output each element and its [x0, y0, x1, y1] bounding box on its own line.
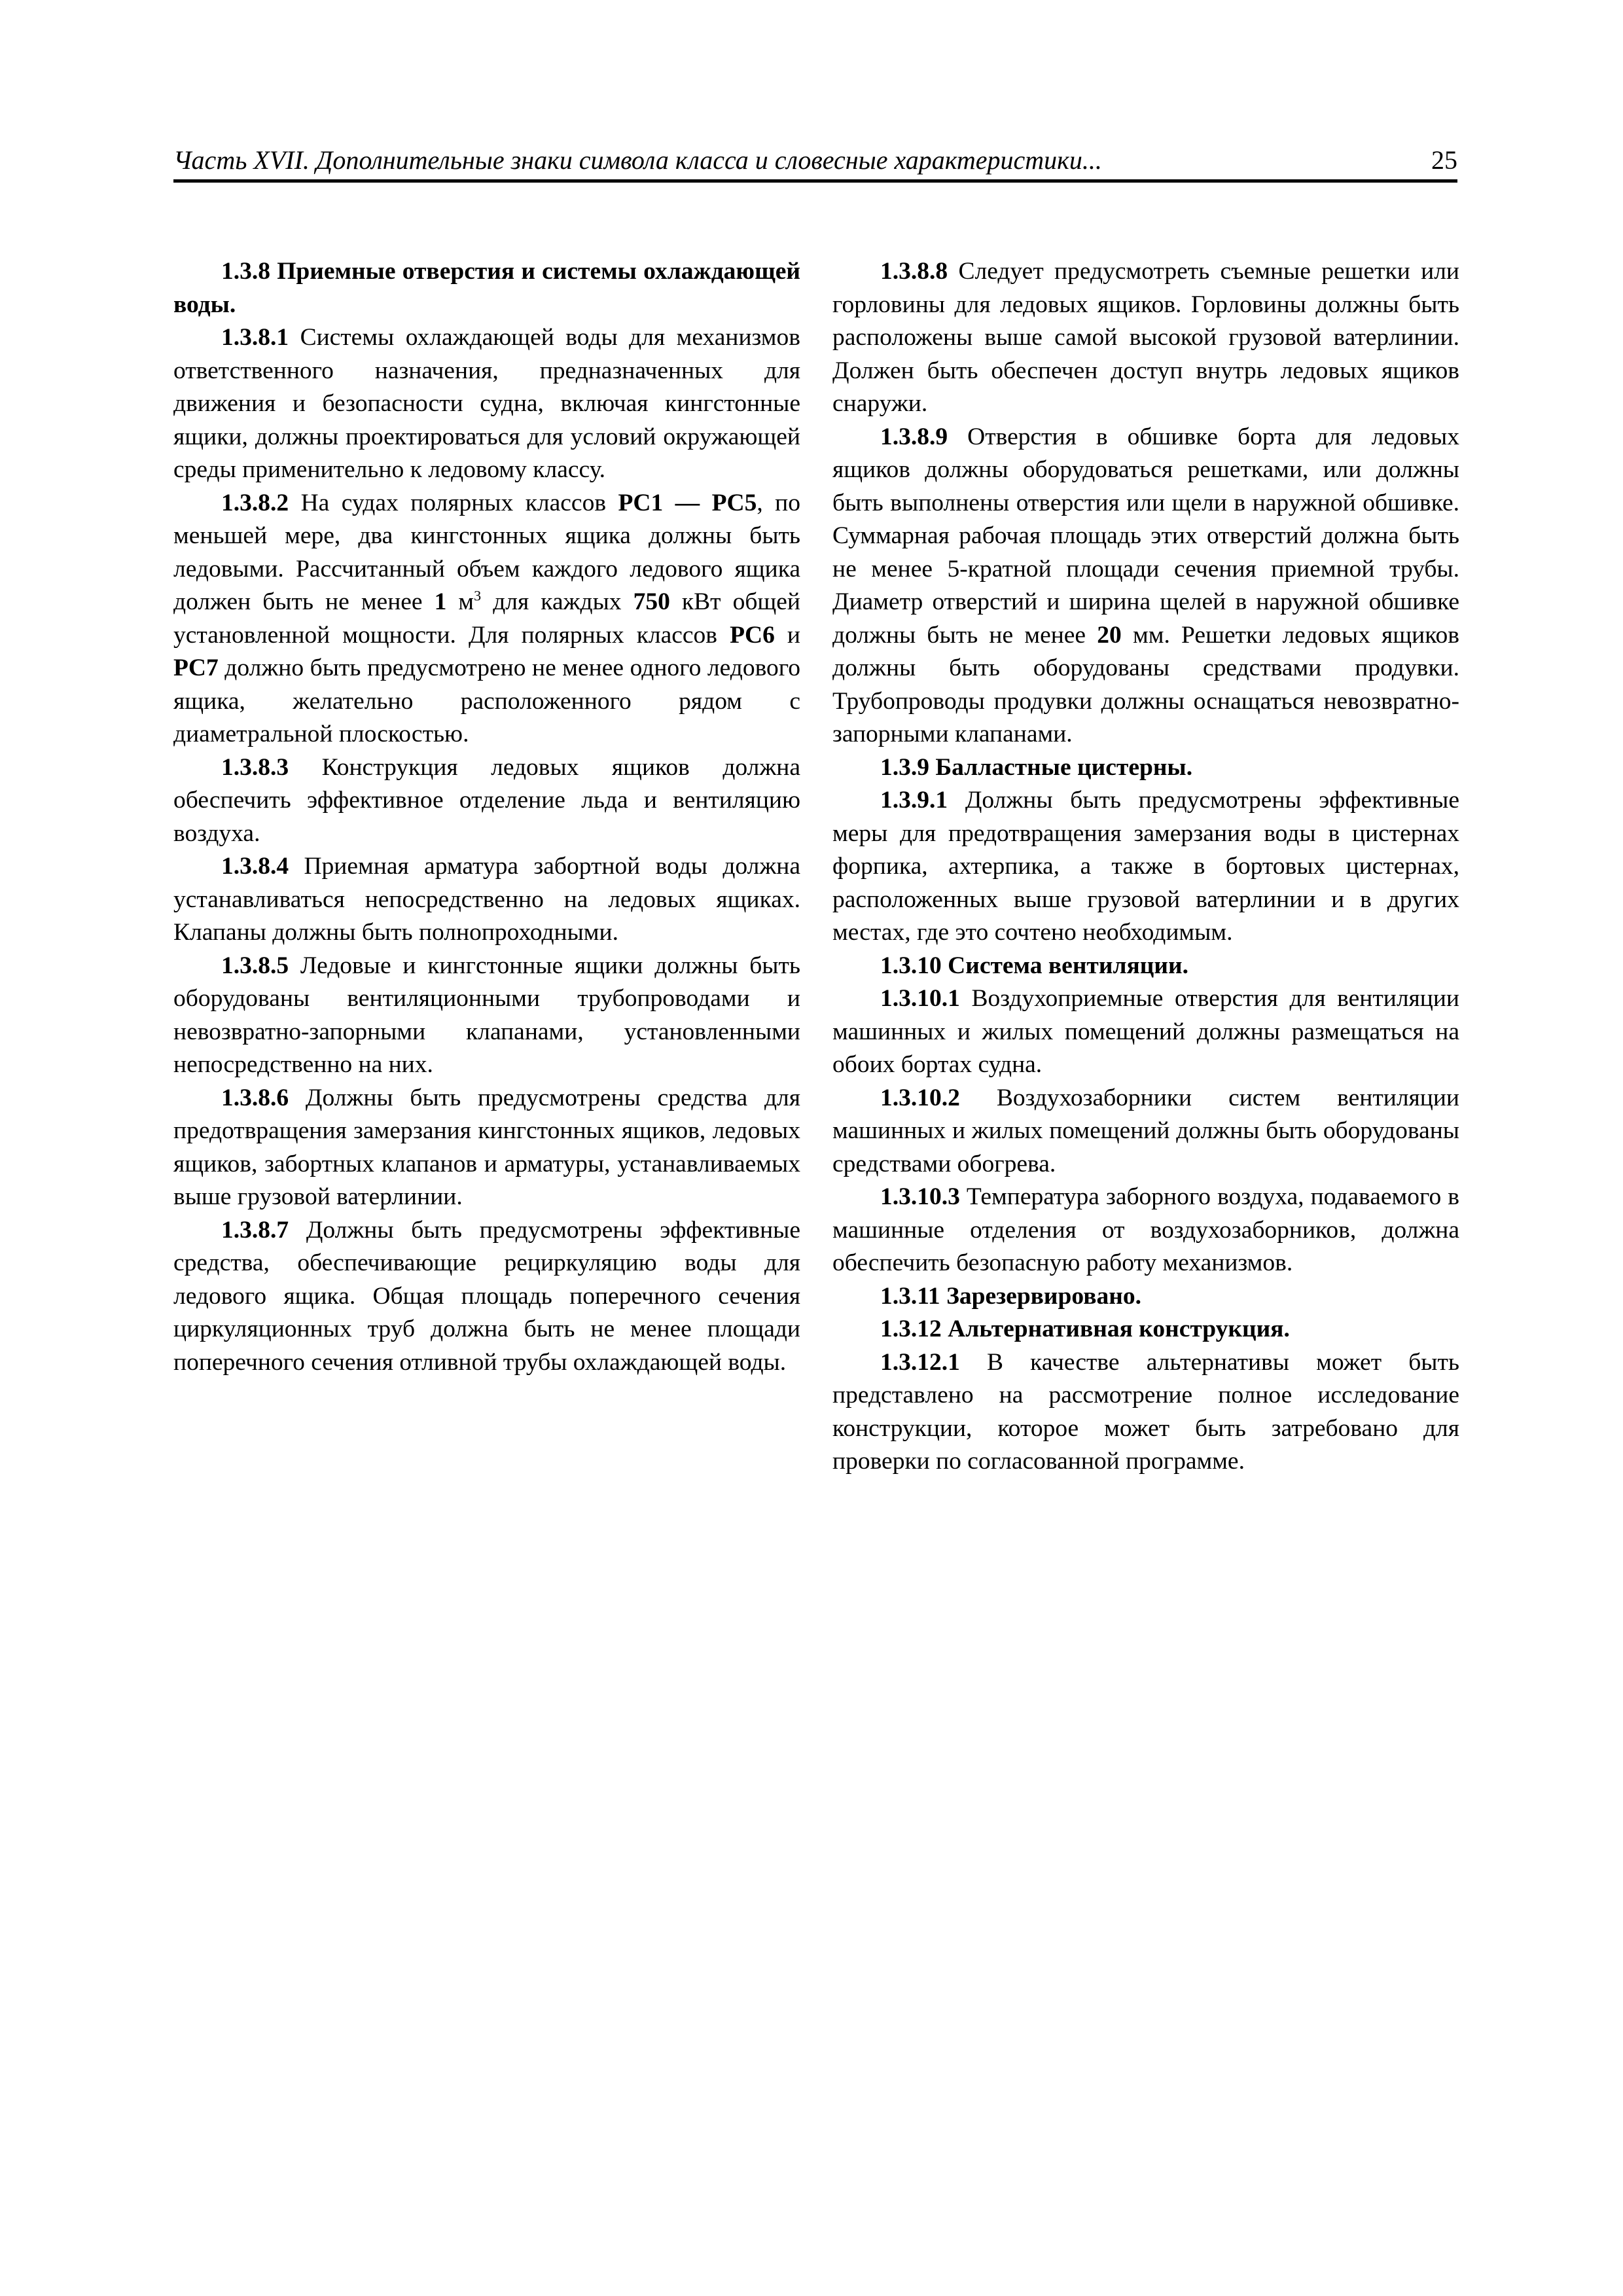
paragraph-text: Воздухозаборники систем вентиляции машинных и жилых помещений должны быть оборудованы средствами обогрева.: [832, 1084, 1459, 1177]
paragraph-text: Отверстия в обшивке борта для ледовых ящиков должны оборудоваться решетками, или должны быть выполнены отверстия или щели в наружной обшивке. Суммарная рабочая площадь этих отверстий должна быть не менее 5-кратной площади сечения приемной трубы. Диаметр отверстий и ширина щелей в наружной обшивке должны быть не менее: [832, 423, 1459, 649]
paragraph-1-3-12-1: [832, 1346, 1459, 1479]
section-number: 1.3.8.1: [221, 324, 289, 351]
section-number: 1.3.9.1: [880, 787, 948, 814]
paragraph-text: Должны быть предусмотрены эффективные средства, обеспечивающие рециркуляцию воды для ледового ящика. Общая площадь поперечного сечения циркуляционных труб должна быть не менее площади поперечного сечения отливной трубы охлаждающей воды.: [173, 1216, 800, 1376]
section-heading: Зарезервировано.: [940, 1282, 1141, 1310]
bold-term: 20: [1097, 621, 1122, 649]
paragraph-1-3-8-3: [173, 751, 800, 851]
paragraph-1-3-10-1: [832, 982, 1459, 1082]
section-number: 1.3.9: [880, 753, 929, 781]
running-header: [173, 143, 1457, 183]
section-heading: Система вентиляции.: [941, 952, 1188, 979]
paragraph-text: для каждых: [481, 588, 633, 615]
paragraph-text: Приемная арматура забортной воды должна устанавливаться непосредственно на ледовых ящиках. Клапаны должны быть полнопроходными.: [173, 853, 800, 946]
section-number: 1.3.8.9: [880, 423, 948, 450]
section-number: 1.3.12.1: [880, 1348, 960, 1376]
paragraph-text: Следует предусмотреть съемные решетки или горловины для ледовых ящиков. Горловины должны быть расположены выше самой высокой грузовой ватерлинии. Должен быть обеспечен доступ внутрь ледовых ящиков снаружи.: [832, 258, 1459, 417]
section-number: 1.3.10.2: [880, 1084, 960, 1111]
paragraph-text: Должны быть предусмотрены эффективные меры для предотвращения замерзания воды в цистернах форпика, ахтерпика, а также в бортовых цистернах, расположенных выше грузовой ватерлинии и в других местах, где это сочтено необходимым.: [832, 787, 1459, 946]
section-number: 1.3.10.3: [880, 1183, 960, 1210]
paragraph-1-3-8-4: [173, 850, 800, 950]
section-number: 1.3.10: [880, 952, 942, 979]
paragraph-1-3-8-2: [173, 487, 800, 751]
paragraph-1-3-10: [832, 950, 1459, 983]
left-column: [173, 255, 800, 1379]
paragraph-text: кВт общей установленной мощности. Для полярных классов: [173, 588, 800, 649]
paragraph-text: мм. Решетки ледовых ящиков должны быть оборудованы средствами продувки. Трубопроводы продувки должны оснащаться невозвратно-запорными клапанами.: [832, 621, 1459, 747]
section-number: 1.3.10.1: [880, 985, 960, 1012]
section-number: 1.3.11: [880, 1282, 940, 1310]
paragraph-text: Ледовые и кингстонные ящики должны быть оборудованы вентиляционными трубопроводами и невозвратно-запорными клапанами, установленными непосредственно на них.: [173, 952, 800, 1078]
section-heading: Приемные отверстия и системы охлаждающей воды.: [173, 258, 800, 318]
paragraph-text: Конструкция ледовых ящиков должна обеспечить эффективное отделение льда и вентиляцию воздуха.: [173, 753, 800, 847]
paragraph-1-3-11: [832, 1280, 1459, 1314]
header-title: Часть XVII. Дополнительные знаки символа класса и словесные характеристики...: [173, 145, 1102, 175]
paragraph-1-3-8-8: [832, 255, 1459, 421]
section-number: 1.3.8.6: [221, 1084, 289, 1111]
paragraph-text: Должны быть предусмотрены средства для предотвращения замерзания кингстонных ящиков, ледовых ящиков, забортных клапанов и арматуры, устанавливаемых выше грузовой ватерлинии.: [173, 1084, 800, 1210]
paragraph-text: Системы охлаждающей воды для механизмов ответственного назначения, предназначенных для движения и безопасности судна, включая кингстонные ящики, должны проектироваться для условий окружающей среды применительно к ледовому классу.: [173, 324, 800, 483]
section-heading: Альтернативная конструкция.: [941, 1316, 1290, 1342]
paragraph-1-3-8-7: [173, 1214, 800, 1380]
bold-term: 1: [434, 588, 447, 615]
paragraph-text: Воздухоприемные отверстия для вентиляции машинных и жилых помещений должны размещаться на обоих бортах судна.: [832, 985, 1459, 1078]
paragraph-text: , по меньшей мере, два кингстонных ящика должны быть ледовыми. Рассчитанный объем каждого ледового ящика должен быть не менее: [173, 489, 800, 615]
paragraph-1-3-9: [832, 751, 1459, 785]
paragraph-text: Температура заборного воздуха, подаваемого в машинные отделения от воздухозаборников, должна обеспечить безопасную работу механизмов.: [832, 1183, 1459, 1276]
section-number: 1.3.12: [880, 1316, 942, 1342]
paragraph-text: и: [774, 621, 800, 649]
bold-term: PC6: [730, 621, 775, 649]
paragraph-1-3-10-2: [832, 1082, 1459, 1181]
paragraph-1-3-8-5: [173, 950, 800, 1082]
paragraph-text: На судах полярных классов: [289, 489, 618, 516]
paragraph-1-3-8-6: [173, 1082, 800, 1214]
paragraph-text: м: [446, 588, 474, 615]
bold-term: PC1 — PC5: [618, 489, 757, 516]
section-number: 1.3.8.3: [221, 753, 289, 781]
paragraph-1-3-8: [173, 255, 800, 321]
right-column: [832, 255, 1459, 1479]
superscript: 3: [474, 587, 482, 604]
bold-term: PC7: [173, 655, 219, 681]
section-heading: Балластные цистерны.: [929, 753, 1193, 781]
section-number: 1.3.8: [221, 258, 270, 285]
section-number: 1.3.8.2: [221, 489, 289, 516]
section-number: 1.3.8.8: [880, 258, 948, 285]
paragraph-text: должно быть предусмотрено не менее одного ледового ящика, желательно расположенного рядом с диаметральной плоскостью.: [173, 655, 800, 747]
section-number: 1.3.8.4: [221, 853, 289, 880]
paragraph-text: В качестве альтернативы может быть представлено на рассмотрение полное исследование конструкции, которое может быть затребовано для проверки по согласованной программе.: [832, 1348, 1459, 1475]
section-number: 1.3.8.5: [221, 952, 289, 979]
paragraph-1-3-8-9: [832, 421, 1459, 751]
paragraph-1-3-9-1: [832, 784, 1459, 950]
section-number: 1.3.8.7: [221, 1216, 289, 1244]
bold-term: 750: [633, 588, 670, 615]
page-number: 25: [1431, 145, 1457, 175]
paragraph-1-3-10-3: [832, 1181, 1459, 1280]
paragraph-1-3-12: [832, 1313, 1459, 1346]
paragraph-1-3-8-1: [173, 321, 800, 487]
